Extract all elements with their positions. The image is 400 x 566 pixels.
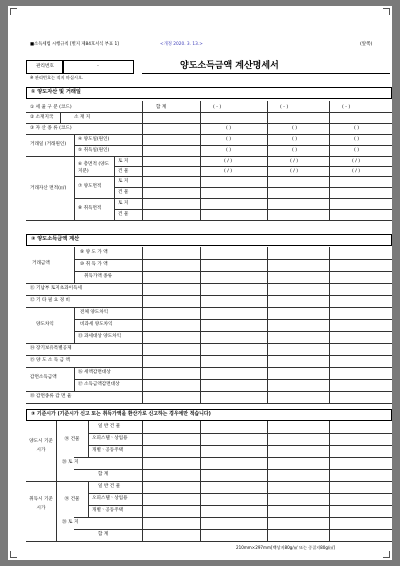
row-long-term-deduction: ⑭ 장기보유특별공제: [30, 346, 72, 351]
row-taxable-gain: ⑬ 과세대상 양도차익: [78, 334, 122, 339]
mgmt-no-label: 관리번호: [36, 63, 54, 69]
section-2-title: ② 양도소득금액 계산: [31, 236, 80, 243]
tax-rate-code-3[interactable]: ( - ): [342, 105, 351, 110]
transfer-land: ⑳ 토 지: [62, 460, 79, 465]
asset-type-code-2[interactable]: ( ): [292, 126, 298, 131]
row-transfer-area-label: ⑦ 양도면적: [78, 184, 102, 189]
acquire-housing: 개별ㆍ공동주택: [92, 508, 124, 513]
row-income-reduction-target: ⑰ 소득금액감면대상: [78, 382, 120, 387]
transfer-area-building: 건 물: [118, 190, 129, 195]
form-header-prefix: ■소득세법 시행규칙 [별지 제84호서식 부표 1]: [30, 42, 119, 47]
group-transaction-amount: 거래금액: [32, 261, 50, 266]
crop-mark-bottom-right: [383, 551, 390, 558]
total-area-ratio-b3[interactable]: ( / ): [352, 169, 361, 174]
row-reduction-rate: ⑱ 감면종류 감 면 율: [30, 394, 72, 399]
row-country-label: ② 소재지국: [30, 115, 54, 120]
row-tax-reduction-target: ⑯ 세액감면대상: [78, 370, 111, 375]
page-side-label: (앞쪽): [360, 42, 373, 47]
mgmt-no-label-cell: [26, 60, 64, 74]
transfer-date-code-1[interactable]: ( ): [226, 137, 232, 142]
form-title: 양도소득금액 계산명세서: [180, 61, 279, 71]
acquire-date-code-3[interactable]: ( ): [354, 148, 360, 153]
transfer-housing: 개별ㆍ공동주택: [92, 448, 124, 453]
total-area-ratio-2[interactable]: ( / ): [290, 159, 299, 164]
acquire-total: 합 계: [98, 532, 109, 537]
row-transfer-income: ⑮ 양 도 소 득 금 액: [30, 358, 70, 363]
section-3-title: ③ 기준시가 (기준시가 신고 또는 취득가액을 환산가로 신고하는 경우에만 적습니다): [31, 411, 211, 418]
acquire-area-building: 건 물: [118, 212, 129, 217]
transfer-area-land: 토 지: [118, 179, 129, 184]
total-area-ratio-3[interactable]: ( / ): [352, 159, 361, 164]
acquire-date-code-2[interactable]: ( ): [292, 148, 298, 153]
row-tax-rate-label: ① 세 율 구 분 (코드): [30, 105, 72, 110]
section-2-header: [26, 234, 392, 246]
tax-rate-code-2[interactable]: ( - ): [280, 105, 289, 110]
crop-mark-top-right: [383, 8, 390, 15]
transfer-total: 합 계: [98, 472, 109, 477]
row-tax-rate-total: 합 계: [156, 105, 167, 110]
form-header-amendment: <개정 2020. 3. 13.>: [160, 42, 203, 47]
title-underline: [142, 73, 390, 74]
row-other-expenses: ⑫ 기 타 필 요 경 비: [30, 298, 70, 303]
crop-mark-bottom-left: [10, 551, 17, 558]
mgmt-no-value: -: [97, 63, 99, 69]
mgmt-no-field[interactable]: [62, 60, 134, 74]
asset-type-code-3[interactable]: ( ): [354, 126, 360, 131]
transfer-date-code-3[interactable]: ( ): [354, 137, 360, 142]
group-acquire-std-price: 취득시 기준시가: [29, 497, 53, 511]
total-area-ratio-b1[interactable]: ( / ): [224, 169, 233, 174]
row-transfer-date-label: ④ 양도일(원인): [78, 137, 110, 142]
acquire-officetel: 오피스텔ㆍ상업용: [92, 496, 128, 501]
group-reduced-income: 감면소득금액: [30, 375, 57, 380]
acquire-date-code-1[interactable]: ( ): [226, 148, 232, 153]
acquire-general-building: 일 반 건 물: [98, 484, 121, 489]
row-acquire-price: ⑩ 취 득 가 액: [80, 262, 108, 267]
transfer-general-building: 일 반 건 물: [98, 424, 121, 429]
section-1-header: [26, 87, 392, 99]
group-transaction-date: 거래일 (거래원인): [30, 142, 67, 147]
row-transfer-price: ⑨ 양 도 가 액: [80, 250, 108, 255]
transfer-building-label: ⑲ 건물: [64, 437, 80, 442]
asset-type-code-1[interactable]: ( ): [226, 126, 232, 131]
row-acquire-price-type: 취득가액 종류: [84, 274, 113, 279]
group-transfer-std-price: 양도시 기준시가: [29, 439, 53, 453]
row-acquire-date-label: ⑤ 취득일(원인): [78, 148, 110, 153]
row-nontaxable-gain: 비과세 양도차익: [80, 322, 113, 327]
section-1-title: ① 양도자산 및 거래일: [31, 89, 81, 96]
total-area-ratio-b2[interactable]: ( / ): [290, 169, 299, 174]
acquire-land: ⑳ 토 지: [62, 520, 79, 525]
row-acquire-area-label: ⑧ 취득면적: [78, 206, 102, 211]
group-asset-area: 거래자산 면적(㎡): [30, 186, 67, 191]
transfer-date-code-2[interactable]: ( ): [292, 137, 298, 142]
row-total-gain: 전체 양도차익: [80, 310, 109, 315]
total-area-ratio-1[interactable]: ( / ): [224, 159, 233, 164]
total-area-building: 건 물: [118, 169, 129, 174]
crop-mark-top-left: [10, 8, 17, 15]
acquire-building-label: ⑲ 건물: [64, 497, 80, 502]
section-3-header: [26, 409, 392, 421]
row-asset-type-label: ③ 자 산 종 류 (코드): [30, 126, 72, 131]
row-land-excess-tax: ⑪ 기납부 토지초과이득세: [30, 286, 82, 291]
form-page: [8, 6, 392, 560]
paper-size-footer: 210mm×297mm[백상지80g/㎡ 또는 중질지80g/㎡]: [236, 545, 336, 550]
row-total-area-label: ⑥ 총면적 (양도지분): [78, 162, 110, 174]
row-location-label: 소 재 지: [74, 115, 91, 120]
acquire-area-land: 토 지: [118, 201, 129, 206]
total-area-land: 토 지: [118, 159, 129, 164]
transfer-officetel: 오피스텔ㆍ상업용: [92, 436, 128, 441]
group-capital-gain: 양도차익: [36, 322, 54, 327]
tax-rate-code-1[interactable]: ( - ): [213, 105, 222, 110]
mgmt-no-note: ※ 관리번호는 적지 마십시오.: [30, 75, 84, 80]
